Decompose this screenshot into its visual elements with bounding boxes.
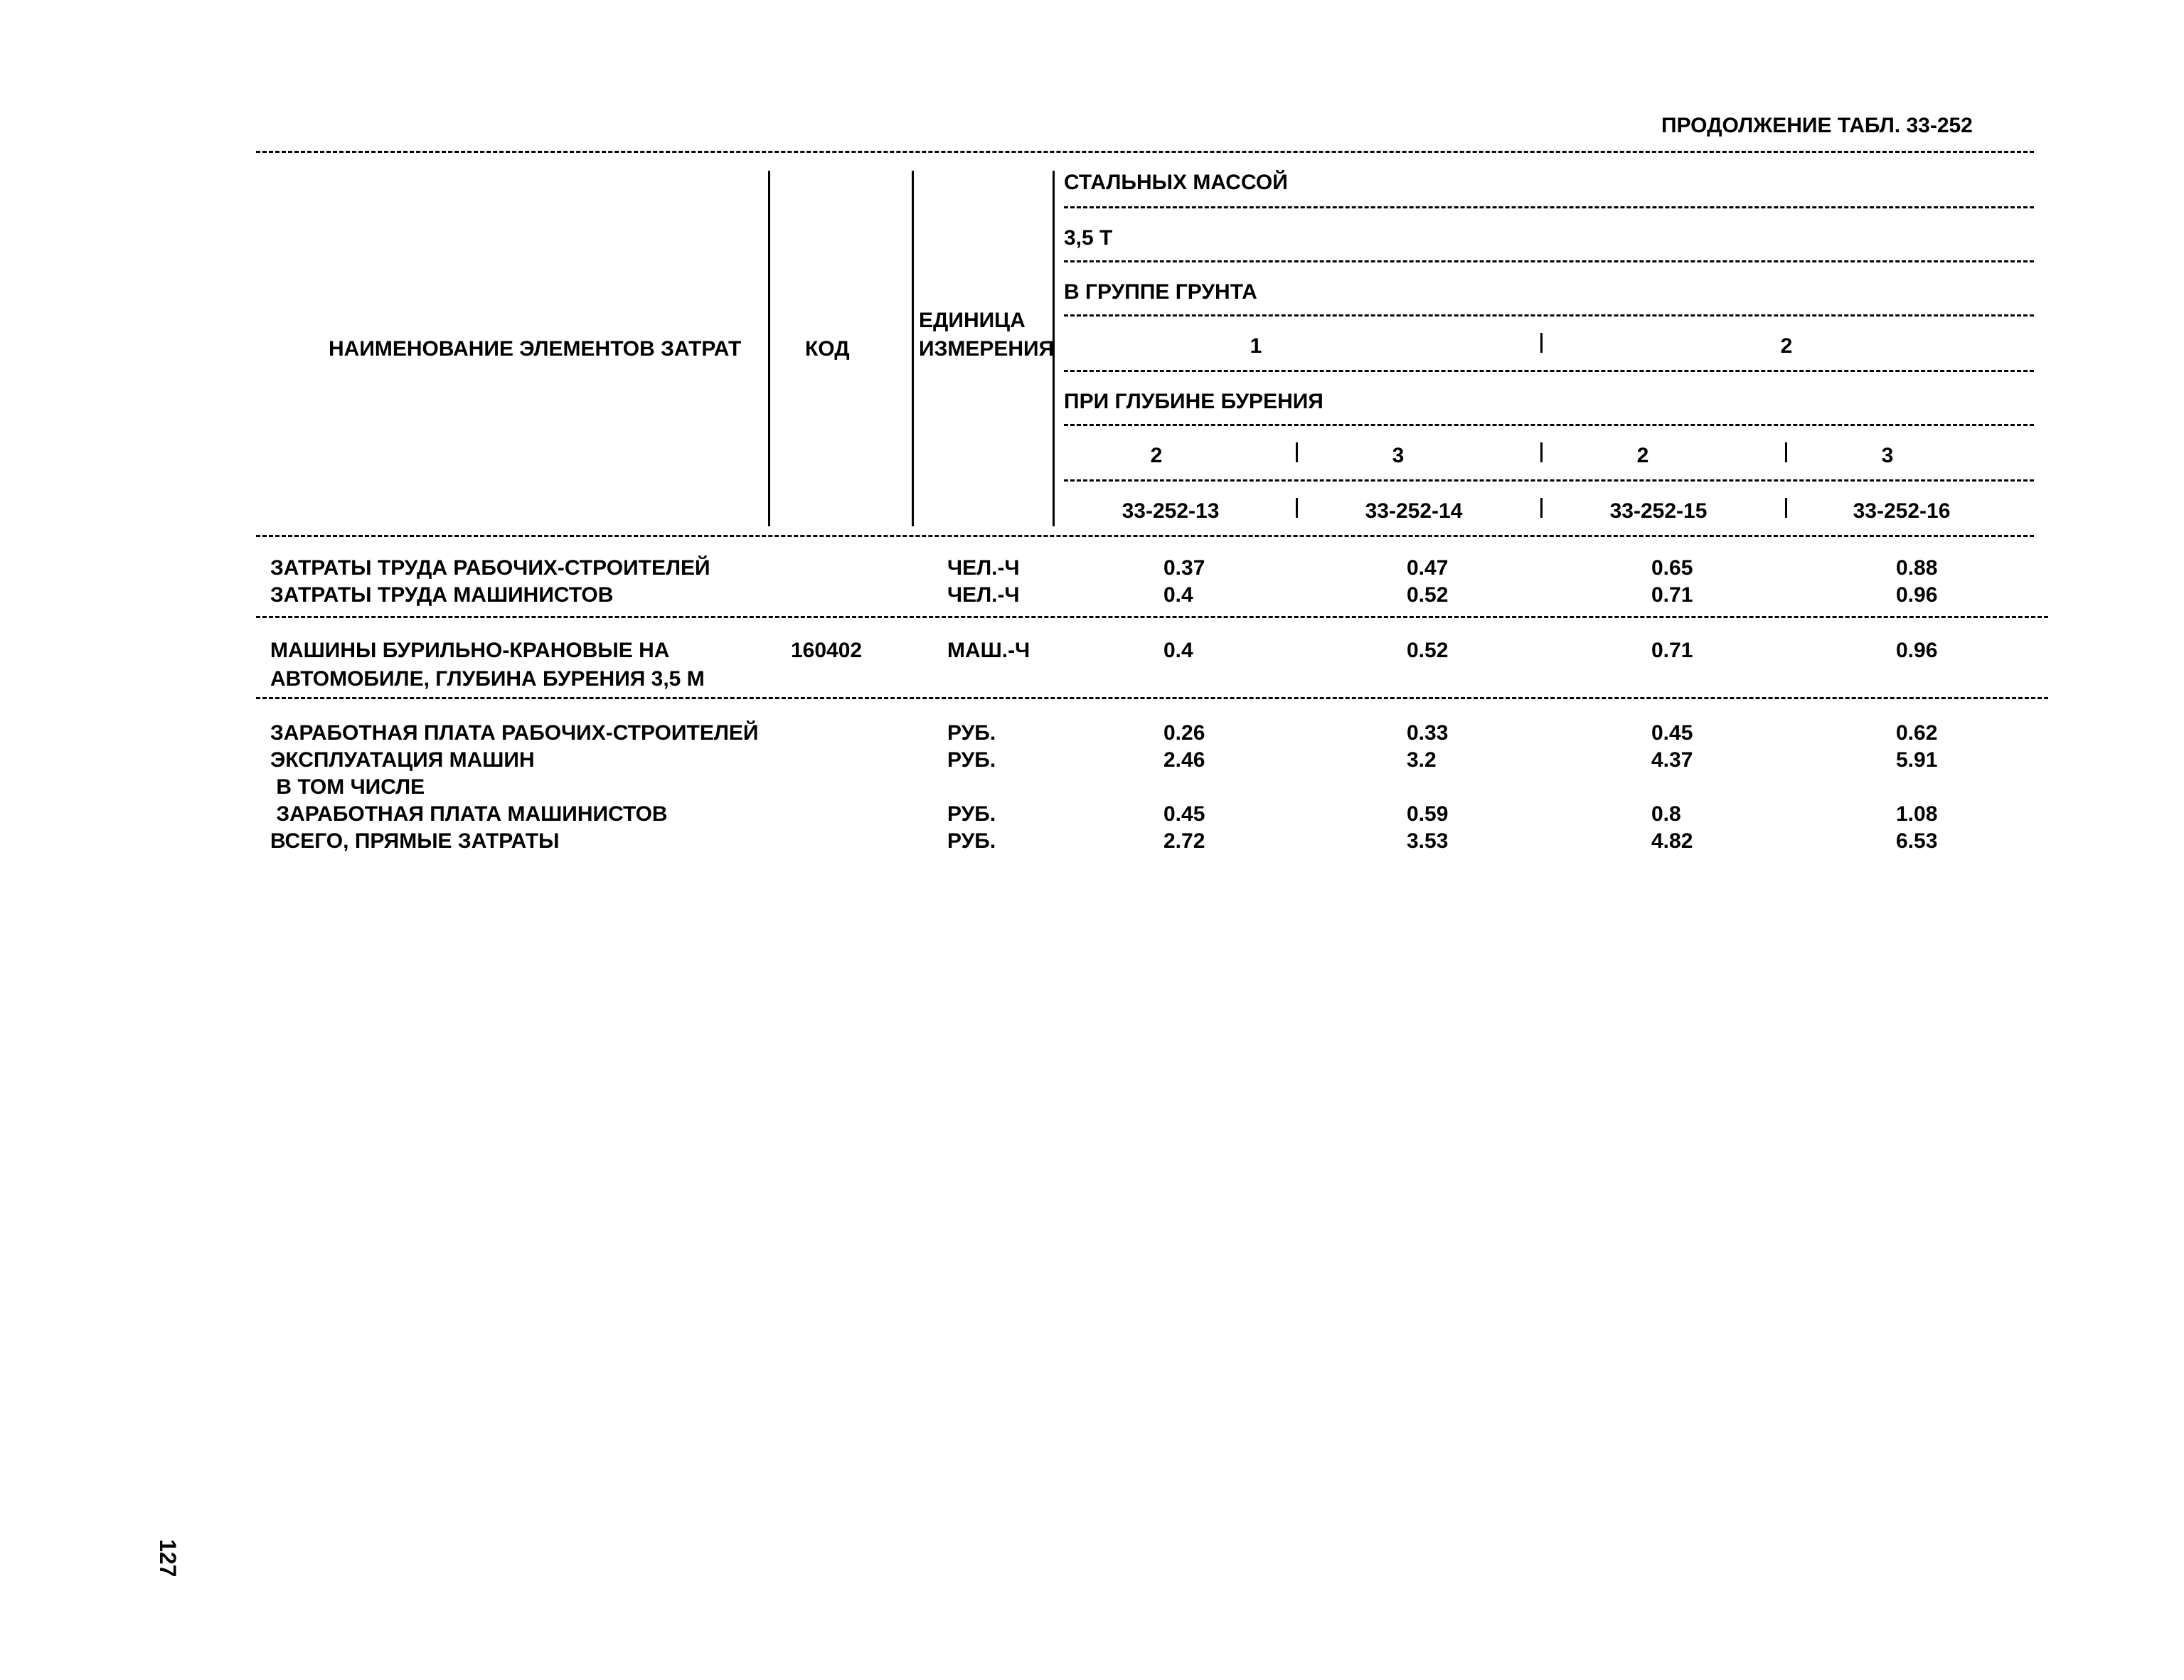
row-value: 1.08 — [1896, 802, 1938, 826]
row-value: 2.72 — [1163, 829, 1205, 853]
page-number — [154, 1529, 182, 1579]
row-value: 0.33 — [1407, 721, 1449, 745]
depth-separator-3 — [1785, 442, 1787, 462]
row-value: 0.4 — [1163, 639, 1193, 662]
row-unit: МАШ.-Ч — [947, 639, 1030, 662]
row-name: ВСЕГО, ПРЯМЫЕ ЗАТРАТЫ — [270, 829, 560, 853]
header-line-steel-mass: СТАЛЬНЫХ МАССОЙ — [1064, 171, 1288, 194]
row-name: ЭКСПЛУАТАЦИЯ МАШИН — [270, 748, 535, 772]
section-rule-2 — [256, 697, 2048, 699]
column-code-2: 33-252-14 — [1365, 499, 1463, 523]
row-name-continued: АВТОМОБИЛЕ, ГЛУБИНА БУРЕНИЯ 3,5 М — [270, 667, 705, 691]
row-value: 0.52 — [1407, 639, 1449, 662]
row-value: 4.37 — [1651, 748, 1693, 772]
row-unit: РУБ. — [947, 802, 996, 826]
header-line-weight: 3,5 Т — [1064, 226, 1113, 250]
row-name: ЗАРАБОТНАЯ ПЛАТА МАШИНИСТОВ — [270, 802, 668, 826]
soil-group-2: 2 — [1780, 334, 1793, 358]
row-unit: РУБ. — [947, 829, 996, 853]
unit-column-header-line2: ИЗМЕРЕНИЯ — [919, 337, 1055, 361]
row-name: В ТОМ ЧИСЛЕ — [270, 775, 425, 799]
row-value: 0.71 — [1651, 639, 1693, 662]
code-separator-1 — [1296, 498, 1298, 518]
row-value: 0.8 — [1651, 802, 1681, 826]
row-value: 0.88 — [1896, 556, 1938, 580]
header-bottom-rule — [256, 535, 2034, 537]
row-value: 0.96 — [1896, 583, 1938, 607]
row-value: 3.2 — [1407, 748, 1437, 772]
depth-2: 3 — [1392, 444, 1405, 467]
row-value: 0.45 — [1651, 721, 1693, 745]
page-number-text: 127 — [155, 1539, 181, 1578]
row-value: 0.59 — [1407, 802, 1449, 826]
row-unit: РУБ. — [947, 748, 996, 772]
depth-4: 3 — [1881, 444, 1894, 467]
code-separator-3 — [1785, 498, 1787, 518]
column-code-3: 33-252-15 — [1609, 499, 1708, 523]
header-line-drill-depth: ПРИ ГЛУБИНЕ БУРЕНИЯ — [1064, 390, 1323, 413]
header-rule-6 — [1064, 479, 2034, 482]
row-value: 4.82 — [1651, 829, 1693, 853]
row-value: 0.37 — [1163, 556, 1205, 580]
row-code: 160402 — [791, 639, 863, 662]
row-value: 0.65 — [1651, 556, 1693, 580]
row-value: 0.47 — [1407, 556, 1449, 580]
depth-3: 2 — [1636, 444, 1649, 467]
header-rule-4 — [1064, 370, 2034, 372]
col-separator-code — [768, 171, 770, 526]
row-value: 0.26 — [1163, 721, 1205, 745]
row-value: 2.46 — [1163, 748, 1205, 772]
row-value: 0.45 — [1163, 802, 1205, 826]
unit-column-header-line1: ЕДИНИЦА — [919, 309, 1026, 332]
row-value: 0.52 — [1407, 583, 1449, 607]
section-rule-1 — [256, 616, 2048, 618]
depth-separator-1 — [1296, 442, 1298, 462]
table-caption: ПРОДОЛЖЕНИЕ ТАБЛ. 33-252 — [1661, 114, 1973, 137]
row-name: МАШИНЫ БУРИЛЬНО-КРАНОВЫЕ НА — [270, 639, 670, 662]
row-name: ЗАРАБОТНАЯ ПЛАТА РАБОЧИХ-СТРОИТЕЛЕЙ — [270, 721, 759, 745]
row-unit: ЧЕЛ.-Ч — [947, 583, 1020, 607]
row-value: 5.91 — [1896, 748, 1938, 772]
header-rule-1 — [1064, 206, 2034, 208]
row-value: 0.4 — [1163, 583, 1193, 607]
name-column-header: НАИМЕНОВАНИЕ ЭЛЕМЕНТОВ ЗАТРАТ — [329, 337, 742, 361]
column-code-4: 33-252-16 — [1853, 499, 1951, 523]
row-name: ЗАТРАТЫ ТРУДА МАШИНИСТОВ — [270, 583, 614, 607]
row-value: 3.53 — [1407, 829, 1449, 853]
code-separator-2 — [1540, 498, 1543, 518]
col-separator-unit — [912, 171, 914, 526]
row-value: 0.96 — [1896, 639, 1938, 662]
row-unit: РУБ. — [947, 721, 996, 745]
soil-group-1: 1 — [1250, 334, 1262, 358]
column-code-1: 33-252-13 — [1122, 499, 1220, 523]
header-rule-2 — [1064, 260, 2034, 262]
header-rule-3 — [1064, 314, 2034, 317]
row-unit: ЧЕЛ.-Ч — [947, 556, 1020, 580]
depth-separator-2 — [1540, 442, 1543, 462]
soil-group-separator — [1540, 333, 1543, 353]
header-line-soil-group: В ГРУППЕ ГРУНТА — [1064, 280, 1257, 304]
row-value: 0.62 — [1896, 721, 1938, 745]
header-rule-5 — [1064, 424, 2034, 426]
row-value: 6.53 — [1896, 829, 1938, 853]
depth-1: 2 — [1150, 444, 1163, 467]
row-value: 0.71 — [1651, 583, 1693, 607]
header-top-rule — [256, 151, 2034, 153]
row-name: ЗАТРАТЫ ТРУДА РАБОЧИХ-СТРОИТЕЛЕЙ — [270, 556, 710, 580]
code-column-header: КОД — [805, 337, 850, 361]
